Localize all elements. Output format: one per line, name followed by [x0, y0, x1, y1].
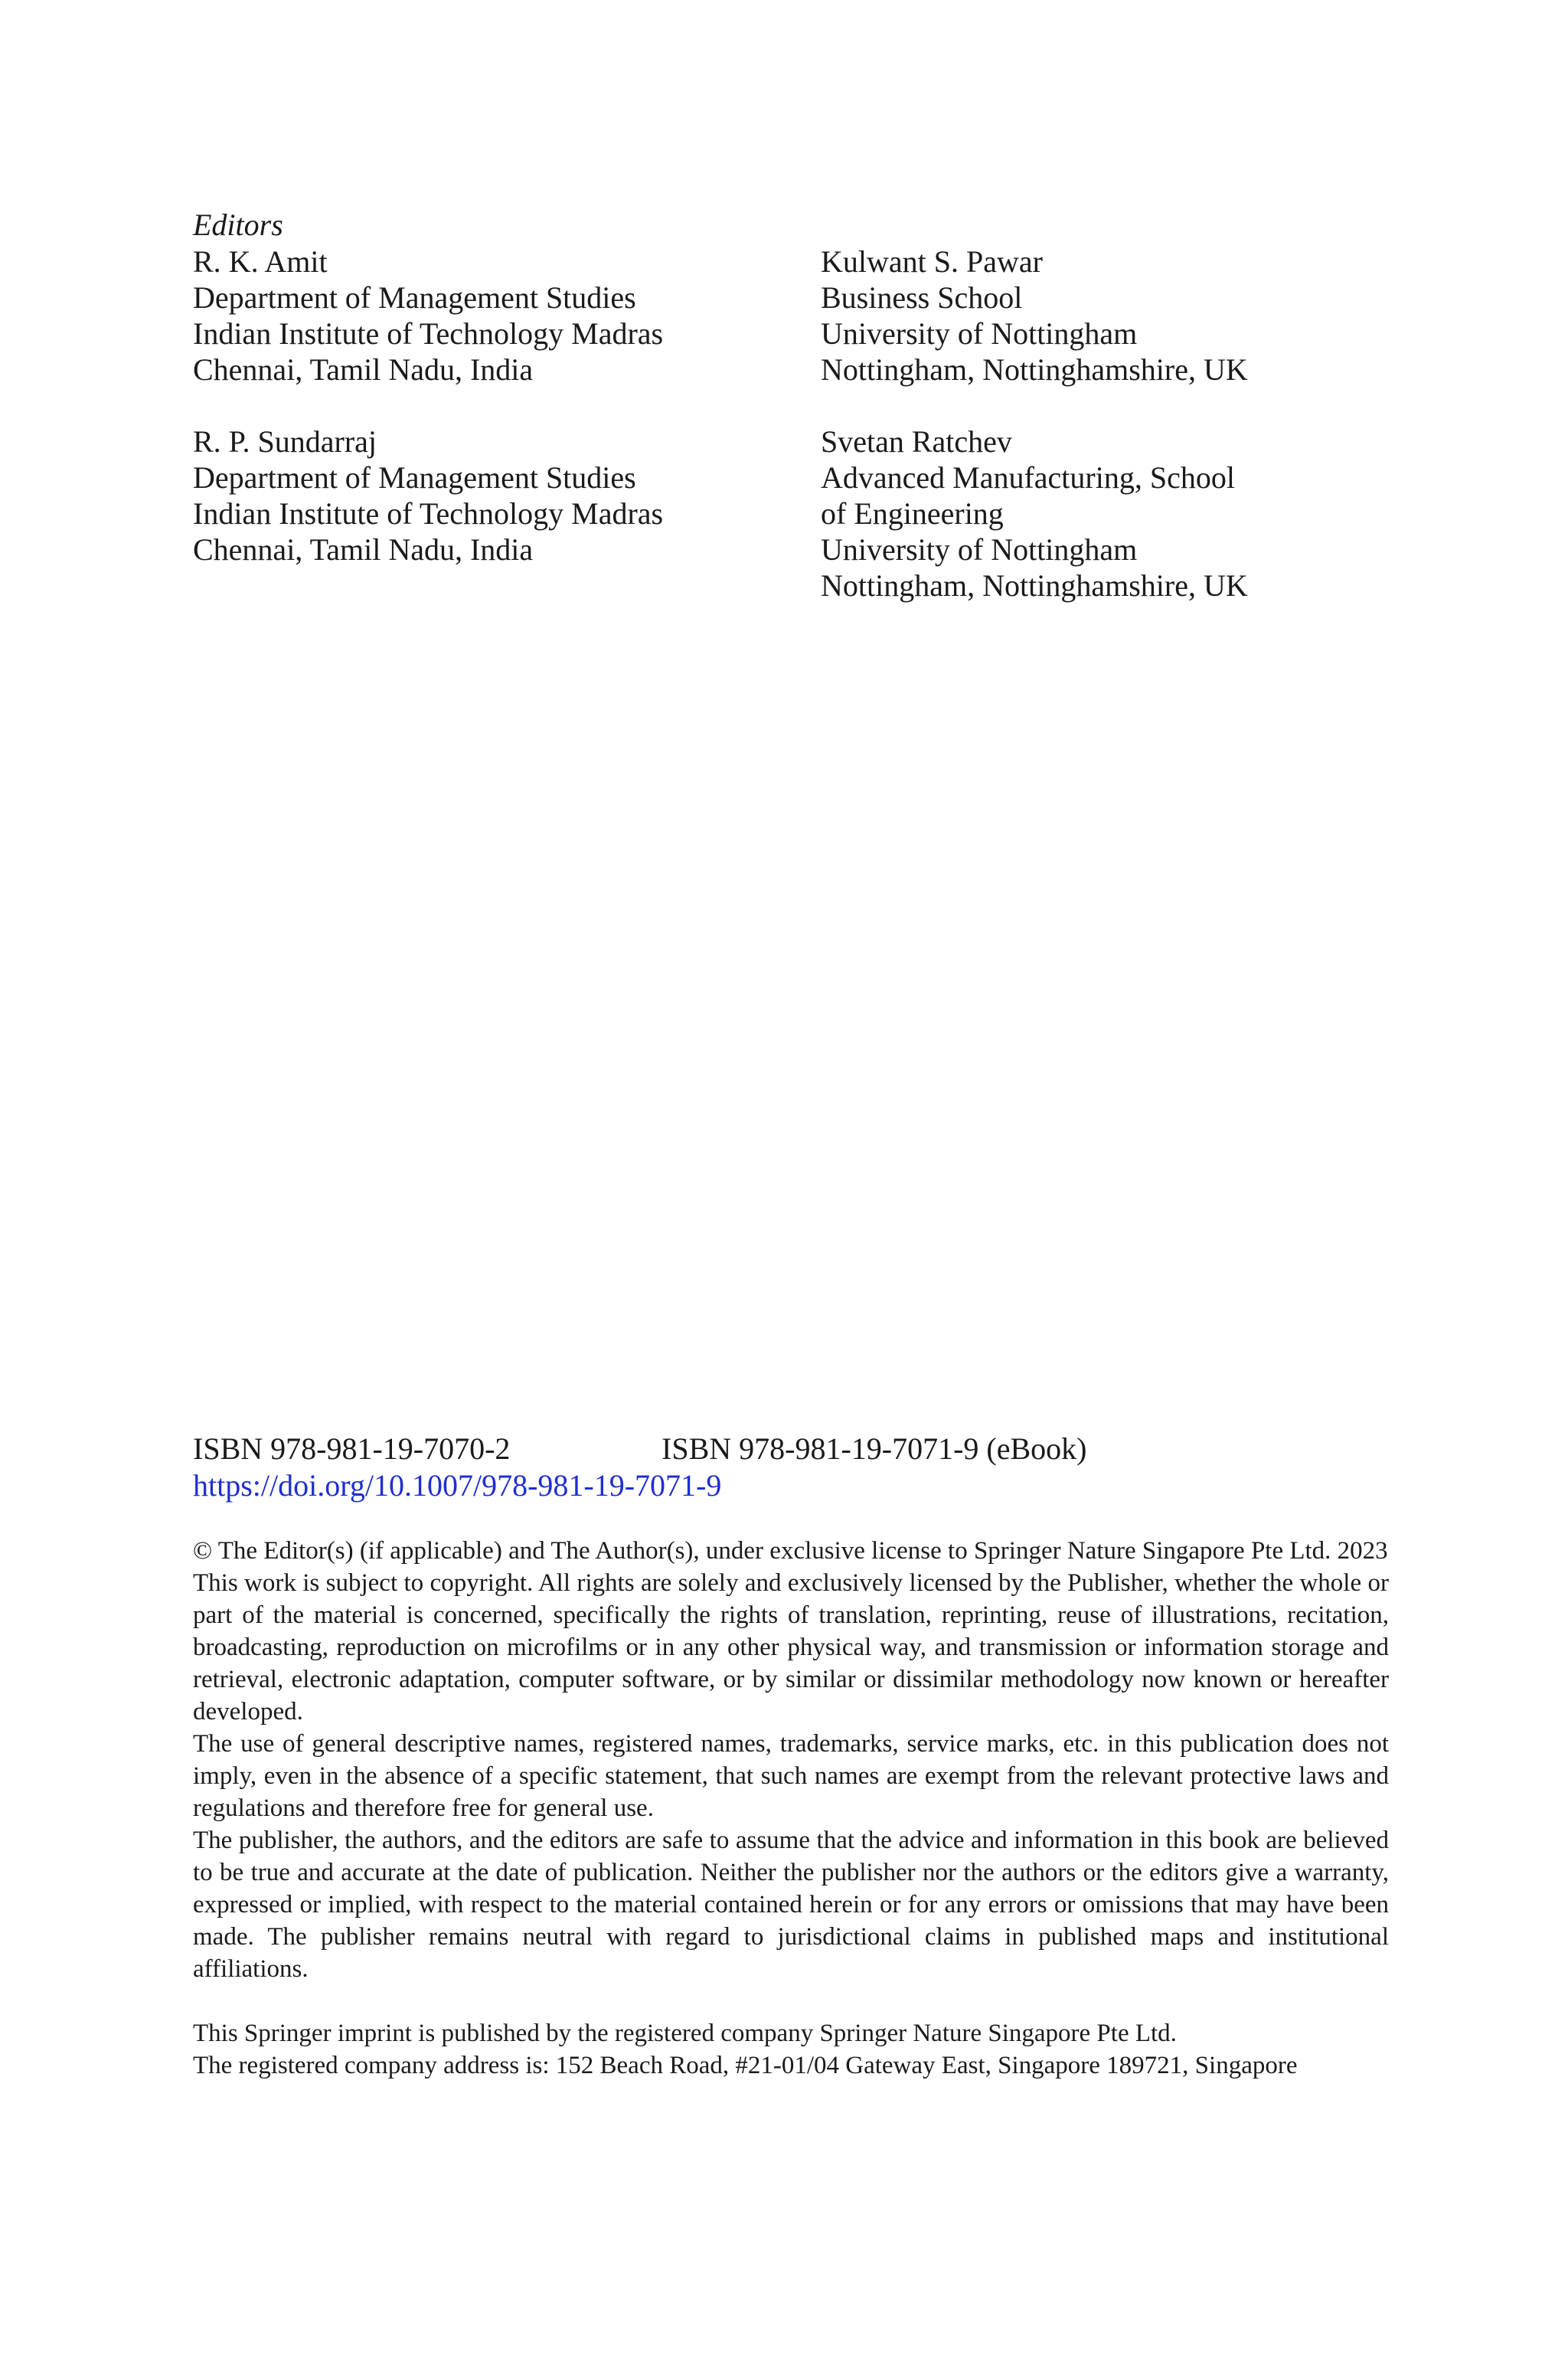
- editor-entry: [193, 424, 805, 568]
- editors-heading: Editors: [193, 208, 283, 242]
- editor-name: Kulwant S. Pawar: [821, 244, 1043, 279]
- isbn-ebook: ISBN 978-981-19-7071-9 (eBook): [662, 1431, 1087, 1466]
- editor-affiliation-line: Chennai, Tamil Nadu, India: [193, 532, 534, 567]
- editor-affiliation-line: Chennai, Tamil Nadu, India: [193, 352, 534, 387]
- isbn-row: [193, 1431, 1087, 1467]
- isbn-print: ISBN 978-981-19-7070-2: [193, 1431, 511, 1466]
- editors-right-column: [821, 244, 1433, 603]
- isbn-block: [193, 1431, 1087, 1504]
- editor-name: R. K. Amit: [193, 244, 328, 279]
- editor-entry: [193, 244, 805, 388]
- editor-affiliation-line: Nottingham, Nottinghamshire, UK: [821, 352, 1248, 387]
- editor-entry: [821, 424, 1433, 603]
- editor-name: R. P. Sundarraj: [193, 424, 377, 459]
- editor-affiliation-line: Indian Institute of Technology Madras: [193, 496, 664, 531]
- company-address: The registered company address is: 152 Beach Road, #21-01/04 Gateway East, Singapore 189721, Singapore: [193, 2052, 1298, 2079]
- legal-notice: [193, 1535, 1389, 2082]
- doi-link[interactable]: https://doi.org/10.1007/978-981-19-7071-9: [193, 1468, 722, 1503]
- editor-affiliation-line: Department of Management Studies: [193, 460, 636, 495]
- editor-affiliation-line: of Engineering: [821, 496, 1004, 531]
- editor-affiliation-line: Business School: [821, 280, 1023, 315]
- copyright-line: © The Editor(s) (if applicable) and The Author(s), under exclusive license to Springer Nature Singapore Pte Ltd. 2023: [193, 1537, 1388, 1565]
- doi-row: [193, 1467, 1087, 1504]
- editor-affiliation-line: Nottingham, Nottinghamshire, UK: [821, 568, 1248, 603]
- editor-affiliation-line: University of Nottingham: [821, 532, 1138, 567]
- editor-affiliation-line: Advanced Manufacturing, School: [821, 460, 1235, 495]
- rights-paragraph: This work is subject to copyright. All rights are solely and exclusively licensed by the Publisher, whether the whole or part of the material is concerned, specifically the rights of translation, reprinting, reuse of illustrations, recitation, broadcasting, reproduction on microfilms or in any other physical way, and transmission or information storage and retrieval, electronic adaptation, computer software, or by similar or dissimilar methodology now known or hereafter developed.: [193, 1569, 1389, 1725]
- spacer: [193, 1985, 1389, 2017]
- trademark-paragraph: The use of general descriptive names, registered names, trademarks, service marks, etc. in this publication does not imply, even in the absence of a specific statement, that such names are exempt from the relevant protective laws and regulations and therefore free for general use.: [193, 1730, 1389, 1822]
- editor-affiliation-line: Indian Institute of Technology Madras: [193, 316, 664, 351]
- editors-left-column: [193, 244, 805, 568]
- editor-affiliation-line: University of Nottingham: [821, 316, 1138, 351]
- disclaimer-paragraph: The publisher, the authors, and the editors are safe to assume that the advice and information in this book are believed to be true and accurate at the date of publication. Neither the publisher nor the authors or the editors give a warranty, expressed or implied, with respect to the material contained herein or for any errors or omissions that may have been made. The publisher remains neutral with regard to jurisdictional claims in published maps and institutional affiliations.: [193, 1827, 1389, 1983]
- editor-name: Svetan Ratchev: [821, 424, 1012, 459]
- editor-entry: [821, 244, 1433, 388]
- editor-affiliation-line: Department of Management Studies: [193, 280, 636, 315]
- imprint-line: This Springer imprint is published by the registered company Springer Nature Singapore Pte Ltd.: [193, 2020, 1177, 2047]
